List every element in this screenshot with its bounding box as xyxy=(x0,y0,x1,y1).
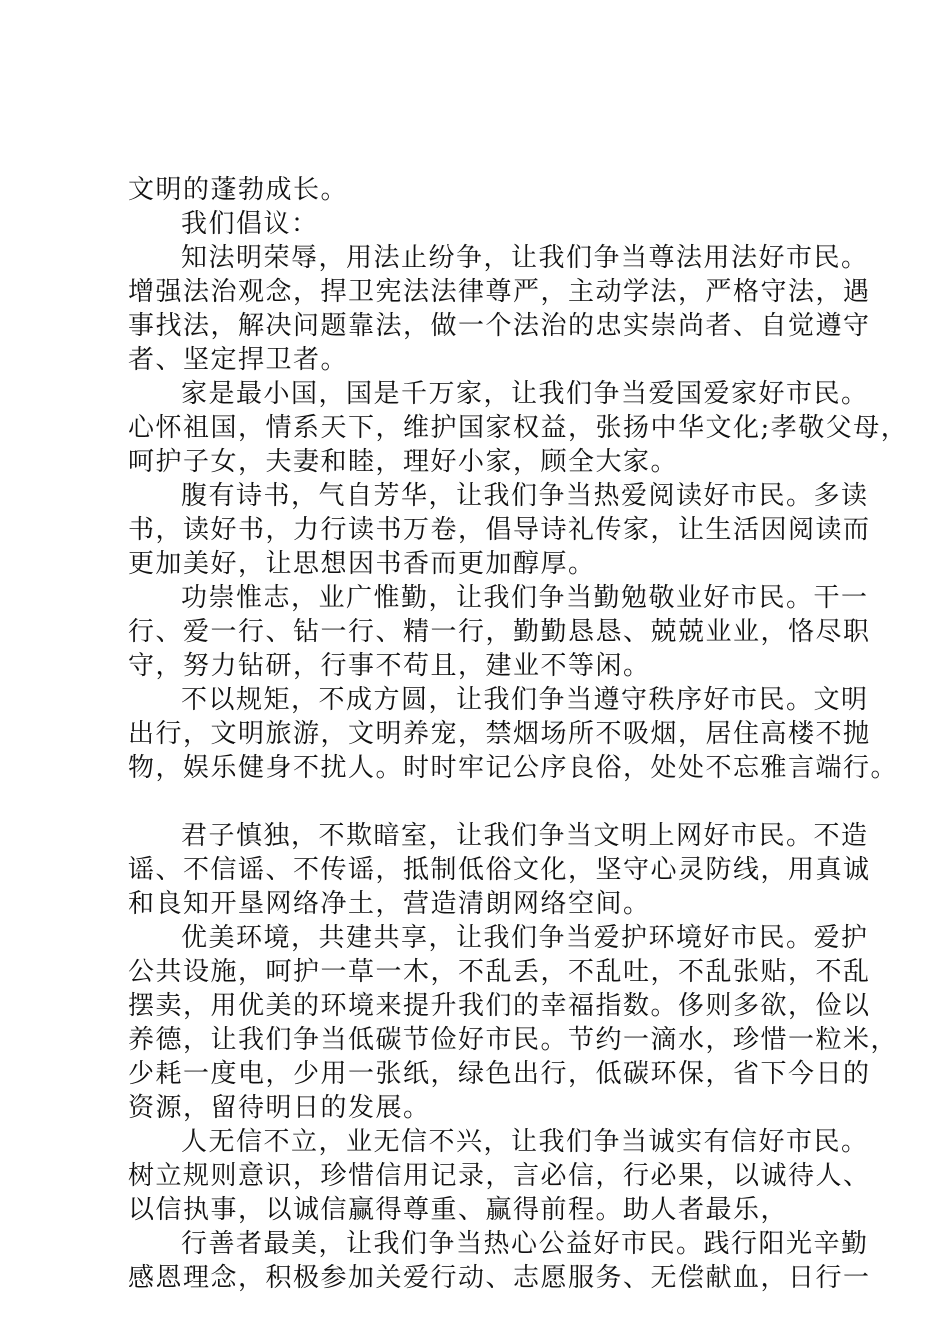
text-line: 家是最小国，国是千万家，让我们争当爱国爱家好市民。 xyxy=(181,379,869,409)
text-line: 增强法治观念，捍卫宪法法律尊严，主动学法，严格守法，遇 xyxy=(128,277,871,307)
text-line: 公共设施，呵护一草一木，不乱丢，不乱吐，不乱张贴，不乱 xyxy=(128,957,871,987)
text-line: 行、爱一行、钻一行、精一行，勤勤恳恳、兢兢业业，恪尽职 xyxy=(128,617,871,647)
text-line: 事找法，解决问题靠法，做一个法治的忠实崇尚者、自觉遵守 xyxy=(128,311,871,341)
text-line: 优美环境，共建共享，让我们争当爱护环境好市民。爱护 xyxy=(181,923,869,953)
text-line: 少耗一度电，少用一张纸，绿色出行，低碳环保，省下今日的 xyxy=(128,1059,871,1089)
text-line: 出行，文明旅游，文明养宠，禁烟场所不吸烟，居住高楼不抛 xyxy=(128,719,871,749)
text-line: 人无信不立，业无信不兴，让我们争当诚实有信好市民。 xyxy=(181,1127,869,1157)
text-line: 功崇惟志，业广惟勤，让我们争当勤勉敬业好市民。干一 xyxy=(181,583,869,613)
text-line: 摆卖，用优美的环境来提升我们的幸福指数。侈则多欲，俭以 xyxy=(128,991,871,1021)
text-line: 腹有诗书，气自芳华，让我们争当热爱阅读好市民。多读 xyxy=(181,481,869,511)
text-line: 书，读好书，力行读书万卷，倡导诗礼传家，让生活因阅读而 xyxy=(128,515,871,545)
text-line: 我们倡议： xyxy=(181,209,319,239)
text-line: 资源，留待明日的发展。 xyxy=(128,1093,431,1123)
text-line: 和良知开垦网络净土，营造清朗网络空间。 xyxy=(128,889,651,919)
text-line: 者、坚定捍卫者。 xyxy=(128,345,349,375)
text-line: 养德，让我们争当低碳节俭好市民。节约一滴水，珍惜一粒米， xyxy=(128,1025,899,1055)
text-line: 感恩理念，积极参加关爱行动、志愿服务、无偿献血，日行一 xyxy=(128,1263,871,1293)
text-line: 君子慎独，不欺暗室，让我们争当文明上网好市民。不造 xyxy=(181,821,869,851)
text-line: 不以规矩，不成方圆，让我们争当遵守秩序好市民。文明 xyxy=(181,685,869,715)
text-line: 物，娱乐健身不扰人。时时牢记公序良俗，处处不忘雅言端行。 xyxy=(128,753,899,783)
text-line: 行善者最美，让我们争当热心公益好市民。践行阳光辛勤 xyxy=(181,1229,869,1259)
text-line: 更加美好，让思想因书香而更加醇厚。 xyxy=(128,549,596,579)
text-line: 守，努力钻研，行事不苟且，建业不等闲。 xyxy=(128,651,651,681)
text-line: 心怀祖国，情系天下，维护国家权益，张扬中华文化;孝敬父母， xyxy=(128,413,909,443)
text-line: 呵护子女，夫妻和睦，理好小家，顾全大家。 xyxy=(128,447,679,477)
text-line: 以信执事，以诚信赢得尊重、赢得前程。助人者最乐， xyxy=(128,1195,789,1225)
text-line: 文明的蓬勃成长。 xyxy=(128,175,349,205)
text-line: 谣、不信谣、不传谣，抵制低俗文化，坚守心灵防线，用真诚 xyxy=(128,855,871,885)
text-line: 树立规则意识，珍惜信用记录，言必信，行必果，以诚待人、 xyxy=(128,1161,871,1191)
text-line: 知法明荣辱，用法止纷争，让我们争当尊法用法好市民。 xyxy=(181,243,869,273)
